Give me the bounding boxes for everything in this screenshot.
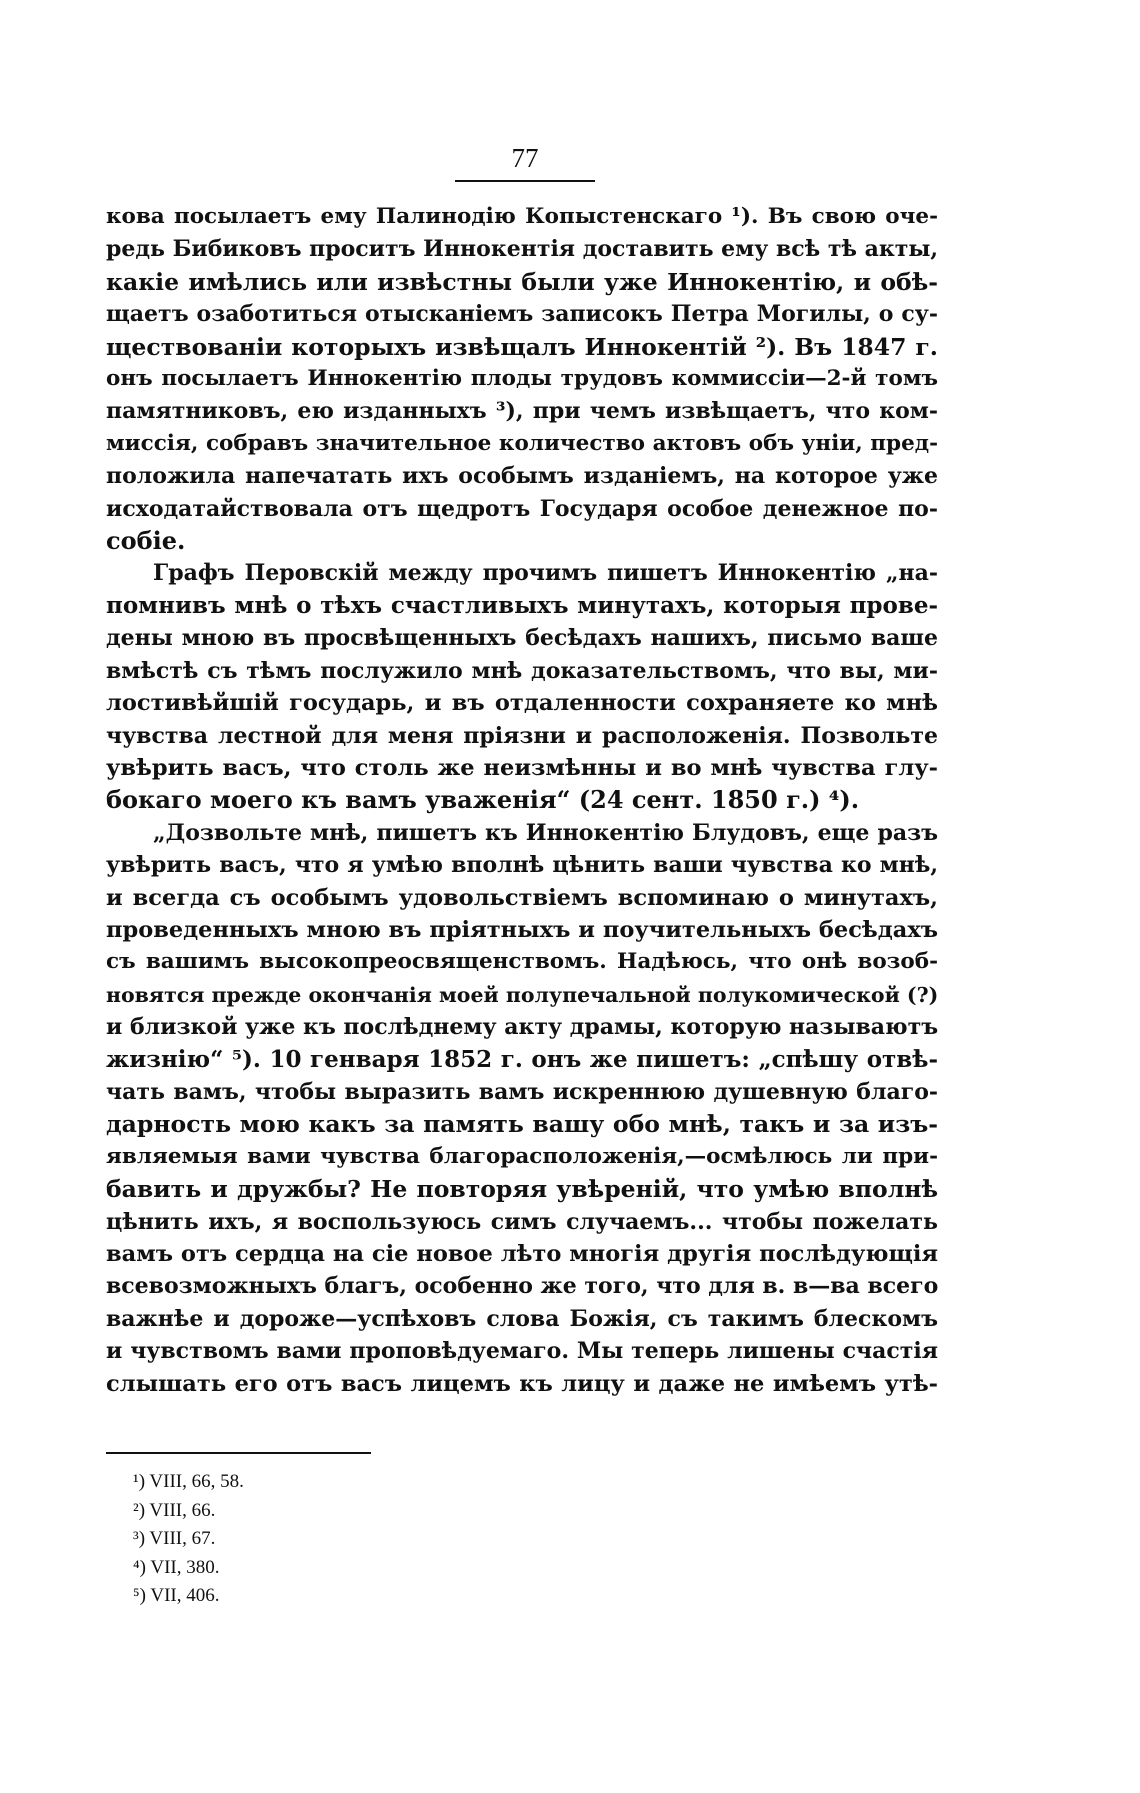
text-line: чать вамъ, чтобы выразить вамъ искреннюю душевную благо- xyxy=(106,1078,938,1105)
text-line: съ вашимъ высокопреосвященствомъ. Надѣюсь, что онѣ возоб- xyxy=(106,949,938,975)
footnote: ³) VIII, 67. xyxy=(133,1528,216,1550)
text-line: слышать его отъ васъ лицемъ къ лицу и даже не имѣемъ утѣ- xyxy=(106,1370,938,1397)
text-line: вмѣстѣ съ тѣмъ послужило мнѣ доказательствомъ, что вы, ми- xyxy=(106,657,938,684)
paragraph-3 xyxy=(106,817,938,1400)
text-line: и чувствомъ вами проповѣдуемаго. Мы теперь лишены счастія xyxy=(106,1338,938,1365)
footnote: ²) VIII, 66. xyxy=(133,1499,216,1521)
text-line: проведенныхъ мною въ пріятныхъ и поучительныхъ бесѣдахъ xyxy=(106,916,938,943)
text-line: положила напечатать ихъ особымъ изданіемъ, на которое уже xyxy=(106,463,938,490)
text-line: жизнію“ ⁵). 10 генваря 1852 г. онъ же пишетъ: „спѣшу отвѣ- xyxy=(106,1045,938,1073)
text-line: лостивѣйшій государь, и въ отдаленности сохраняете ко мнѣ xyxy=(106,690,938,717)
text-line: Графъ Перовскій между прочимъ пишетъ Иннокентію „на- xyxy=(153,560,938,587)
text-line: вамъ отъ сердца на сіе новое лѣто многія другія послѣдующія xyxy=(106,1241,938,1267)
footnote: ¹) VIII, 66, 58. xyxy=(133,1471,244,1492)
text-line: „Дозвольте мнѣ, пишетъ къ Иннокентію Блудовъ, еще разъ xyxy=(153,819,938,846)
paragraph-1 xyxy=(106,201,938,557)
text-line: увѣрить васъ, что я умѣю вполнѣ цѣнить ваши чувства ко мнѣ, xyxy=(106,852,938,879)
text-line: кова посылаетъ ему Палинодію Копыстенскаго ¹). Въ свою оче- xyxy=(106,204,938,229)
text-line: важнѣе и дороже—успѣховъ слова Божія, съ такимъ блескомъ xyxy=(106,1305,938,1332)
text-line: бокаго моего къ вамъ уваженія“ (24 сент. 1850 г.) ⁴). xyxy=(106,785,860,815)
text-line: увѣрить васъ, что столь же неизмѣнны и во мнѣ чувства глу- xyxy=(106,754,938,781)
text-line: какіе имѣлись или извѣстны были уже Иннокентію, и обѣ- xyxy=(106,267,938,296)
text-line: и близкой уже къ послѣднему акту драмы, которую называютъ xyxy=(106,1014,938,1041)
text-line: собіе. xyxy=(106,526,186,556)
text-line: и всегда съ особымъ удовольствіемъ вспоминаю о минутахъ, xyxy=(106,884,938,911)
text-line: всевозможныхъ благъ, особенно же того, что для в. в—ва всего xyxy=(106,1273,938,1300)
text-line: помнивъ мнѣ о тѣхъ счастливыхъ минутахъ, которыя прове- xyxy=(106,591,938,619)
text-line: исходатайствовала отъ щедротъ Государя особое денежное по- xyxy=(106,495,938,522)
paragraph-2 xyxy=(106,557,938,816)
header-rule xyxy=(455,180,595,182)
text-line: бавить и дружбы? Не повторяя увѣреній, что умѣю вполнѣ xyxy=(106,1175,938,1204)
text-line: дарность мою какъ за память вашу обо мнѣ, такъ и за изъ- xyxy=(106,1110,938,1139)
footnote: ⁴) VII, 380. xyxy=(133,1556,220,1578)
text-line: новятся прежде окончанія моей полупечальной полукомической (?) xyxy=(106,982,938,1007)
footnotes xyxy=(133,1468,533,1611)
text-line: ществованіи которыхъ извѣщалъ Иннокентій ²). Въ 1847 г. xyxy=(106,332,938,361)
text-line: миссія, собравъ значительное количество актовъ объ уніи, пред- xyxy=(106,430,938,456)
text-line: дены мною въ просвѣщенныхъ бесѣдахъ нашихъ, письмо ваше xyxy=(106,625,938,652)
footnote: ⁵) VII, 406. xyxy=(133,1585,220,1607)
text-line: являемыя вами чувства благорасположенія,—осмѣлюсь ли при- xyxy=(106,1143,938,1169)
text-line: цѣнить ихъ, я воспользуюсь симъ случаемъ... чтобы пожелать xyxy=(106,1208,938,1235)
body-text xyxy=(106,201,938,1400)
text-line: онъ посылаетъ Иннокентію плоды трудовъ коммиссіи—2-й томъ xyxy=(106,366,938,392)
text-line: редь Бибиковъ проситъ Иннокентія доставить ему всѣ тѣ акты, xyxy=(106,236,938,263)
text-line: памятниковъ, ею изданныхъ ³), при чемъ извѣщаетъ, что ком- xyxy=(106,398,938,425)
page-number: 77 xyxy=(511,143,539,173)
text-line: чувства лестной для меня пріязни и расположенія. Позвольте xyxy=(106,722,938,749)
text-line: щаетъ озаботиться отысканіемъ записокъ Петра Могилы, о су- xyxy=(106,301,938,328)
footnote-rule xyxy=(106,1452,371,1454)
